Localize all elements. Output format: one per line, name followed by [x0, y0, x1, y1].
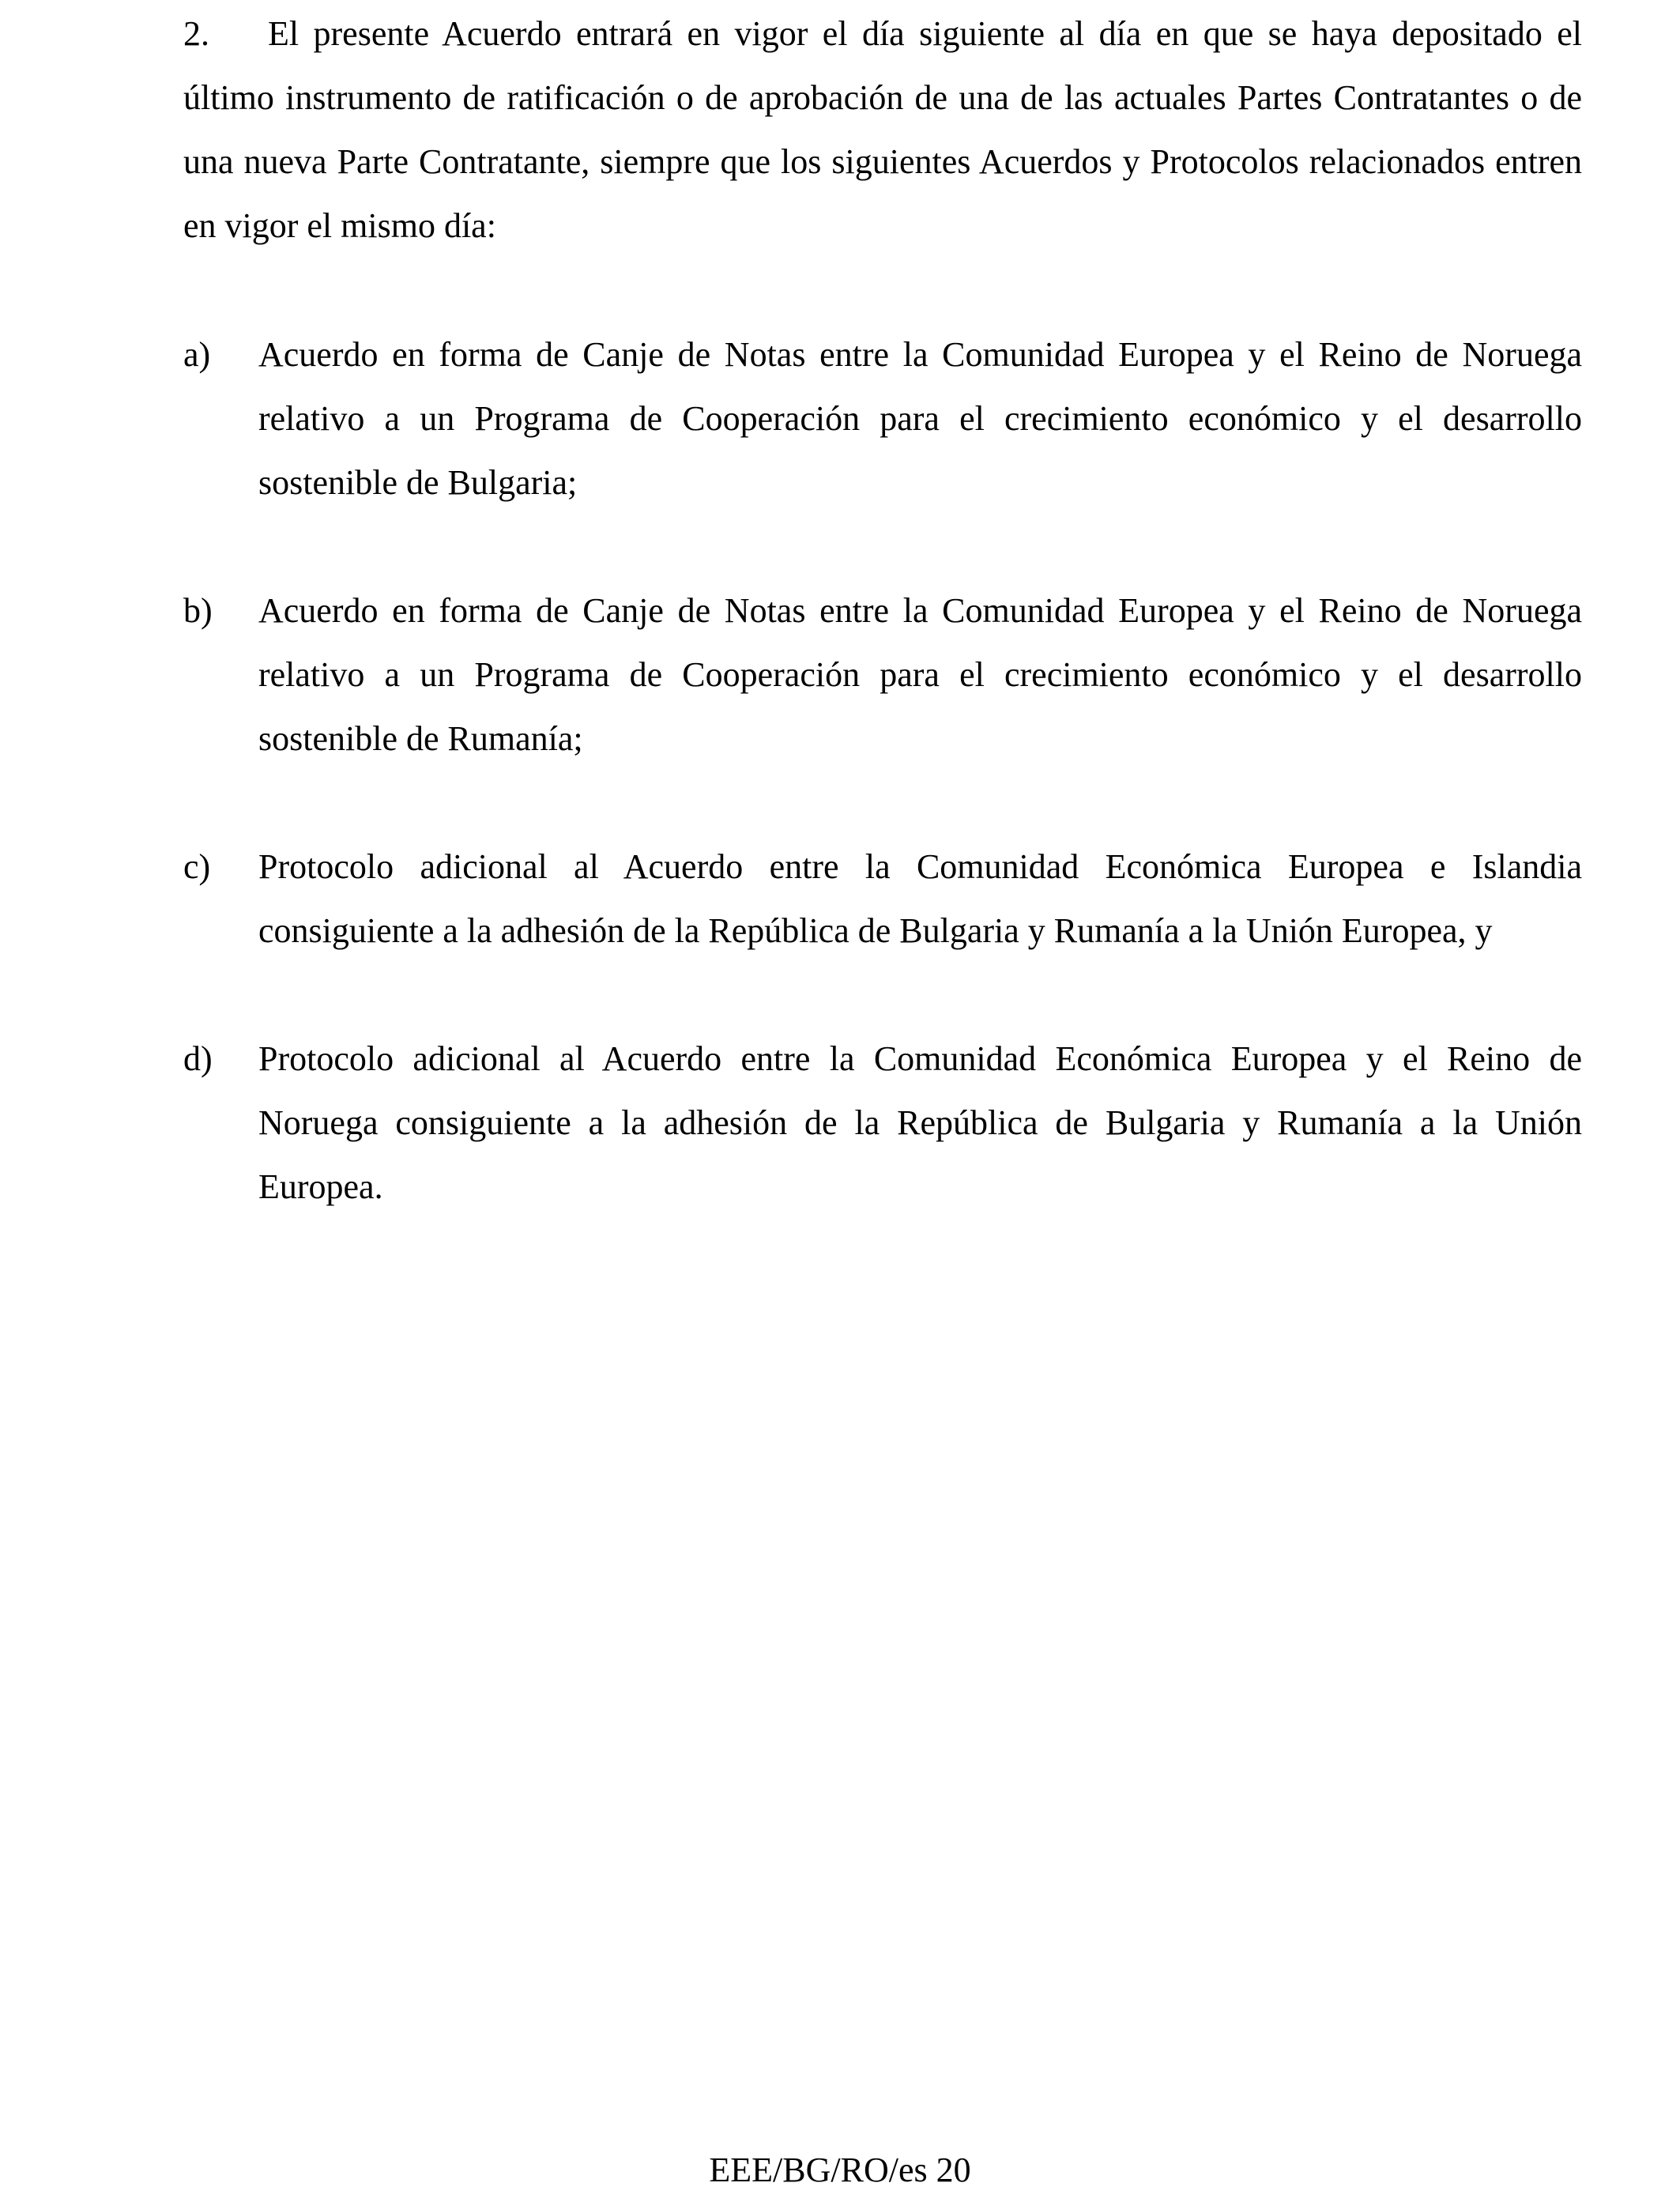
list-item-a — [183, 322, 1582, 515]
list-item-text: Acuerdo en forma de Canje de Notas entre la Comunidad Europea y el Reino de Noruega relativo a un Programa de Cooperación para el crecimiento económico y el desarrollo sostenible de Rumanía; — [258, 591, 1582, 758]
page-footer-reference: EEE/BG/RO/es 20 — [709, 2151, 971, 2189]
list-item-text: Acuerdo en forma de Canje de Notas entre la Comunidad Europea y el Reino de Noruega relativo a un Programa de Cooperación para el crecimiento económico y el desarrollo sostenible de Bulgaria; — [258, 335, 1582, 502]
list-item-label: d) — [183, 1039, 213, 1078]
list-item-b — [183, 579, 1582, 771]
list-item-text: Protocolo adicional al Acuerdo entre la Comunidad Económica Europea y el Reino de Noruega consiguiente a la adhesión de la República de Bulgaria y Rumanía a la Unión Europea. — [258, 1039, 1582, 1206]
paragraph-number: 2. — [183, 14, 209, 53]
list-item-label: b) — [183, 591, 213, 630]
list-item-label: a) — [183, 335, 211, 374]
list-item-label: c) — [183, 847, 211, 886]
list-item-c — [183, 835, 1582, 963]
paragraph-text: El presente Acuerdo entrará en vigor el día siguiente al día en que se haya depositado el último instrumento de ratificación o de aprobación de una de las actuales Partes Contratantes o de una nueva Parte Contratante, siempre que los siguientes Acuerdos y Protocolos relacionados entren en vigor el mismo día: — [183, 14, 1582, 245]
list-item-text: Protocolo adicional al Acuerdo entre la Comunidad Económica Europea e Islandia consiguiente a la adhesión de la República de Bulgaria y Rumanía a la Unión Europea, y — [258, 847, 1582, 950]
list-item-d — [183, 1027, 1582, 1219]
paragraph-2 — [183, 2, 1582, 258]
